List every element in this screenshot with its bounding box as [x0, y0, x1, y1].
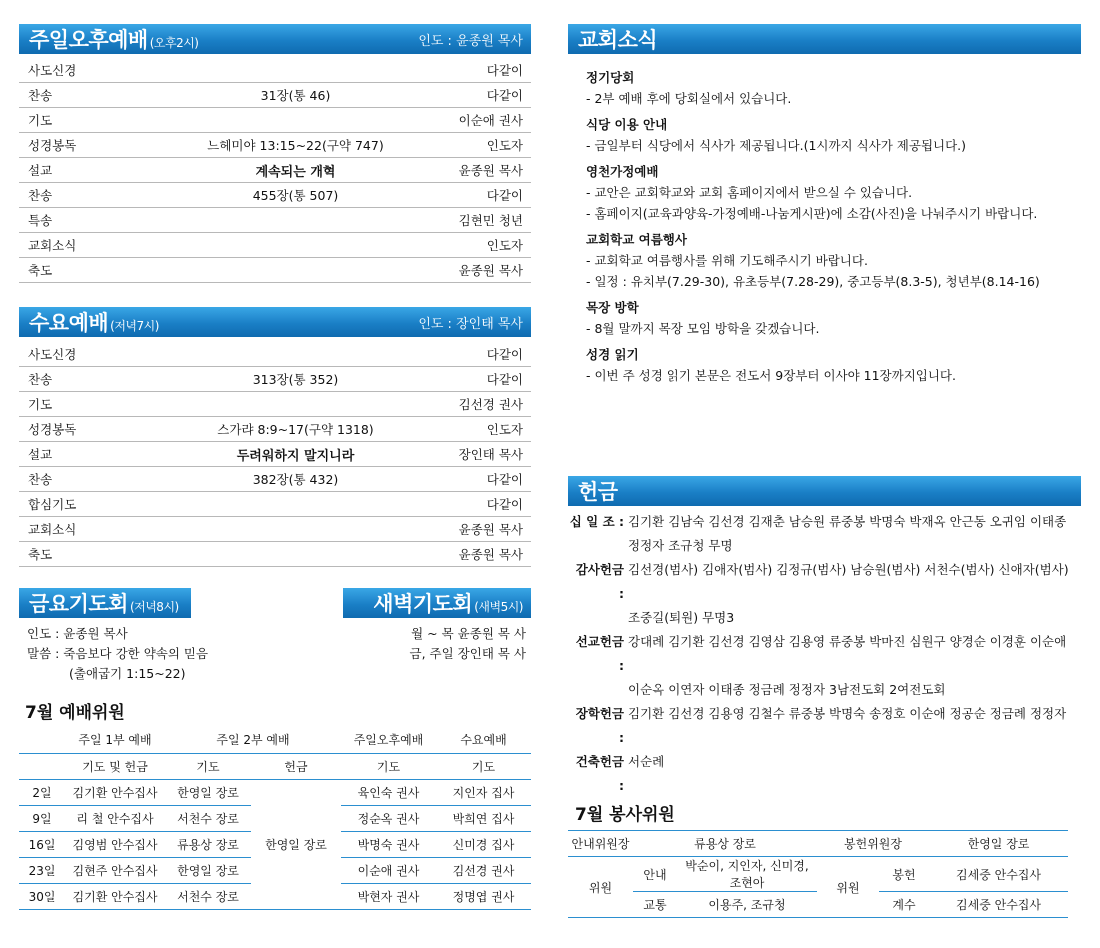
service2-person: 한영일 장로 [165, 857, 251, 883]
news-line: - 홈페이지(교육과양육-가정예배-나눔게시판)에 소감(사진)을 나눠주시기 바랍니다. [586, 206, 1038, 221]
offering-row [568, 630, 1078, 678]
worship-head-row [19, 727, 531, 753]
offering-names: 정정자 조규청 무명 [628, 538, 733, 553]
news-line: - 금일부터 식당에서 식사가 제공됩니다.(1시까지 식사가 제공됩니다.) [586, 138, 967, 153]
friday-info [27, 624, 327, 684]
service-row-guide [568, 857, 1068, 892]
order-person: 윤종원 목사 [458, 522, 523, 537]
order-person: 다같이 [486, 347, 523, 362]
order-content: 313장(통 352) [252, 372, 339, 387]
service2-person: 한영일 장로 [165, 779, 251, 805]
order-person: 다같이 [486, 63, 523, 78]
offering-role-label: 봉헌 [879, 857, 929, 892]
order-item: 기도 [28, 397, 53, 412]
sub-prayer-offering: 기도 및 헌금 [65, 753, 165, 779]
july-service-table [568, 830, 1068, 918]
order-person: 다같이 [486, 372, 523, 387]
offering-label [568, 534, 628, 558]
offering-row [568, 558, 1078, 606]
traffic-label: 교통 [633, 892, 677, 918]
order-item: 찬송 [28, 188, 53, 203]
offering-chair-name: 한영일 장로 [967, 837, 1030, 851]
friday-title: 금요기도회 (저녁8시) [29, 592, 179, 616]
offering-row [568, 606, 1078, 630]
date-cell: 30일 [19, 883, 65, 909]
order-item: 설교 [28, 447, 53, 462]
news-line: - 일정 : 유치부(7.29-30), 유초등부(7.28-29), 중고등부(8.3-5), 청년부(8.14-16) [586, 274, 1040, 289]
order-item: 찬송 [28, 88, 53, 103]
offering-title: 헌금 [578, 480, 618, 504]
order-row [19, 58, 531, 83]
offering-label: 감사헌금 : [575, 562, 624, 601]
service2-person: 서천수 장로 [165, 805, 251, 831]
dawn-info [380, 624, 526, 664]
order-item: 성경봉독 [28, 422, 77, 437]
worship-subhead-row [19, 753, 531, 779]
july-service-title: 7월 봉사위원 [575, 805, 675, 825]
offering-label: 장학헌금 : [575, 706, 624, 745]
wednesday-banner [19, 307, 531, 337]
order-person: 윤종원 목사 [458, 163, 523, 178]
offering-label [568, 606, 628, 630]
offering-names: 김선경(범사) 김애자(범사) 김정규(범사) 남승원(범사) 서천수(범사) 신애자(범사) [628, 562, 1069, 577]
afternoon-order [19, 58, 531, 283]
order-content: 두려워하지 말지니라 [236, 448, 355, 464]
offering-list [568, 510, 1078, 798]
guide-chair-label: 안내위원장 [571, 837, 630, 851]
blank-cell [19, 753, 65, 779]
head-afternoon: 주일오후예배 [341, 727, 436, 753]
order-row [19, 158, 531, 183]
afternoon-person: 이순애 권사 [341, 857, 436, 883]
offering-label: 십 일 조 : [569, 514, 624, 529]
order-row [19, 342, 531, 367]
order-row [19, 108, 531, 133]
offering-row [568, 534, 1078, 558]
order-row [19, 83, 531, 108]
offering-label: 건축헌금 : [575, 754, 624, 793]
order-person: 인도자 [486, 422, 523, 437]
order-item: 교회소식 [28, 238, 77, 253]
order-item: 사도신경 [28, 63, 77, 78]
offering-row [568, 510, 1078, 534]
afternoon-person: 박현자 권사 [341, 883, 436, 909]
order-person: 다같이 [486, 472, 523, 487]
friday-scripture: (출애굽기 1:15~22) [69, 666, 186, 681]
news-banner [568, 24, 1081, 54]
offering-label [568, 678, 628, 702]
order-person: 윤종원 목사 [458, 263, 523, 278]
afternoon-leader: 인도 : 윤종원 목사 [418, 33, 523, 49]
date-cell: 16일 [19, 831, 65, 857]
friday-sermon: 말씀 : 죽음보다 강한 약속의 믿음 [27, 646, 209, 661]
news-list [586, 62, 1076, 386]
service2-person: 류용상 장로 [165, 831, 251, 857]
offering-label: 선교헌금 : [575, 634, 624, 673]
order-row [19, 133, 531, 158]
order-row [19, 258, 531, 283]
head-wednesday: 수요예배 [436, 727, 531, 753]
order-row [19, 542, 531, 567]
guide-members: 박순이, 지인자, 신미경, 조현아 [677, 857, 817, 892]
news-line: - 2부 예배 후에 당회실에서 있습니다. [586, 91, 792, 106]
order-item: 성경봉독 [28, 138, 77, 153]
order-row [19, 208, 531, 233]
july-worship-title: 7월 예배위원 [25, 703, 125, 723]
news-line: - 8월 말까지 목장 모임 방학을 갖겠습니다. [586, 321, 820, 336]
sub-prayer: 기도 [436, 753, 531, 779]
offering-role-name: 김세중 안수집사 [929, 857, 1068, 892]
member-label: 위원 [568, 857, 633, 918]
offering-names: 서순례 [628, 754, 665, 769]
service1-person: 김기환 안수집사 [65, 883, 165, 909]
news-heading: 성경 읽기 [586, 347, 639, 362]
order-row [19, 392, 531, 417]
july-worship-table [19, 727, 531, 910]
order-item: 기도 [28, 113, 53, 128]
news-heading: 교회학교 여름행사 [586, 232, 687, 247]
order-person: 인도자 [486, 138, 523, 153]
news-line: - 교안은 교회학교와 교회 홈페이지에서 받으실 수 있습니다. [586, 185, 913, 200]
member-label: 위원 [817, 857, 879, 918]
order-row [19, 442, 531, 467]
blank-cell [19, 727, 65, 753]
order-item: 설교 [28, 163, 53, 178]
order-content: 계속되는 개혁 [255, 164, 336, 180]
wednesday-person: 박희연 집사 [436, 805, 531, 831]
table-row [19, 779, 531, 805]
afternoon-person: 육인숙 권사 [341, 779, 436, 805]
service2-person: 서천수 장로 [165, 883, 251, 909]
order-person: 다같이 [486, 188, 523, 203]
order-item: 사도신경 [28, 347, 77, 362]
offering-names: 강대례 김기환 김선경 김영삼 김용영 류중봉 박마진 심원구 양경순 이경훈 이순애 [628, 634, 1067, 649]
wednesday-leader: 인도 : 장인태 목사 [418, 316, 523, 332]
order-person: 윤종원 목사 [458, 547, 523, 562]
news-heading: 정기당회 [586, 70, 635, 85]
dawn-title: 새벽기도회 (새벽5시) [373, 592, 523, 616]
order-row [19, 492, 531, 517]
order-item: 축도 [28, 263, 53, 278]
dawn-line2: 금, 주일 장인태 목 사 [409, 646, 526, 661]
afternoon-person: 정순옥 권사 [341, 805, 436, 831]
dawn-banner [343, 588, 531, 618]
sub-prayer: 기도 [341, 753, 436, 779]
date-cell: 2일 [19, 779, 65, 805]
wednesday-person: 김선경 권사 [436, 857, 531, 883]
news-title: 교회소식 [578, 28, 658, 52]
dawn-line1: 월 ~ 목 윤종원 목 사 [411, 626, 526, 641]
wednesday-person: 지인자 집사 [436, 779, 531, 805]
offering-row [568, 750, 1078, 798]
order-content: 스가랴 8:9~17(구약 1318) [217, 422, 374, 437]
wednesday-person: 신미경 집사 [436, 831, 531, 857]
afternoon-banner [19, 24, 531, 54]
news-heading: 영천가정예배 [586, 164, 659, 179]
service1-person: 김기환 안수집사 [65, 779, 165, 805]
order-item: 축도 [28, 547, 53, 562]
order-content: 382장(통 432) [252, 472, 339, 487]
order-content: 31장(통 46) [260, 88, 331, 103]
service1-person: 김현주 안수집사 [65, 857, 165, 883]
afternoon-person: 박명숙 권사 [341, 831, 436, 857]
friday-banner [19, 588, 191, 618]
traffic-members: 이용주, 조규청 [677, 892, 817, 918]
order-item: 합심기도 [28, 497, 77, 512]
order-person: 김선경 권사 [458, 397, 523, 412]
offering-row [568, 702, 1078, 750]
order-content: 455장(통 507) [252, 188, 339, 203]
news-heading: 목장 방학 [586, 300, 639, 315]
offering-person: 한영일 장로 [251, 779, 341, 909]
order-item: 찬송 [28, 472, 53, 487]
order-row [19, 367, 531, 392]
order-item: 찬송 [28, 372, 53, 387]
sub-prayer: 기도 [165, 753, 251, 779]
guide-label: 안내 [633, 857, 677, 892]
offering-names: 조중길(퇴원) 무명3 [628, 610, 735, 625]
sub-offering: 헌금 [251, 753, 341, 779]
head-service2: 주일 2부 예배 [165, 727, 341, 753]
order-person: 김현민 청년 [458, 213, 523, 228]
order-item: 교회소식 [28, 522, 77, 537]
order-row [19, 233, 531, 258]
service1-person: 리 철 안수집사 [65, 805, 165, 831]
order-person: 장인태 목사 [458, 447, 523, 462]
head-service1: 주일 1부 예배 [65, 727, 165, 753]
counting-label: 계수 [879, 892, 929, 918]
offering-names: 김기환 김선경 김용영 김철수 류중봉 박명숙 송정호 이순애 정공순 정금례 정정자 [628, 706, 1067, 721]
order-content: 느헤미야 13:15~22(구약 747) [207, 138, 384, 153]
offering-banner [568, 476, 1081, 506]
guide-chair-name: 류용상 장로 [694, 837, 756, 851]
news-line: - 이번 주 성경 읽기 본문은 전도서 9장부터 이사야 11장까지입니다. [586, 368, 956, 383]
afternoon-title: 주일오후예배 (오후2시) [29, 28, 199, 52]
news-line: - 교회학교 여름행사를 위해 기도해주시기 바랍니다. [586, 253, 868, 268]
offering-names: 김기환 김남숙 김선경 김재춘 남승원 류중봉 박명숙 박재옥 안근동 오귀임 이태종 [628, 514, 1067, 529]
order-item: 특송 [28, 213, 53, 228]
offering-chair-label: 봉헌위원장 [844, 837, 902, 851]
order-person: 이순애 권사 [458, 113, 523, 128]
friday-leader: 인도 : 윤종원 목사 [27, 626, 128, 641]
order-person: 다같이 [486, 88, 523, 103]
news-heading: 식당 이용 안내 [586, 117, 668, 132]
wednesday-person: 정명엽 권사 [436, 883, 531, 909]
wednesday-order [19, 342, 531, 567]
date-cell: 9일 [19, 805, 65, 831]
wednesday-title: 수요예배 (저녁7시) [29, 311, 159, 335]
offering-row [568, 678, 1078, 702]
service1-person: 김영범 안수집사 [65, 831, 165, 857]
order-row [19, 467, 531, 492]
offering-names: 이순옥 이연자 이태종 정금례 정정자 3남전도회 2여전도회 [628, 682, 946, 697]
order-person: 인도자 [486, 238, 523, 253]
order-row [19, 417, 531, 442]
counting-name: 김세중 안수집사 [929, 892, 1068, 918]
order-person: 다같이 [486, 497, 523, 512]
date-cell: 23일 [19, 857, 65, 883]
order-row [19, 183, 531, 208]
service-row-chairs [568, 831, 1068, 857]
order-row [19, 517, 531, 542]
